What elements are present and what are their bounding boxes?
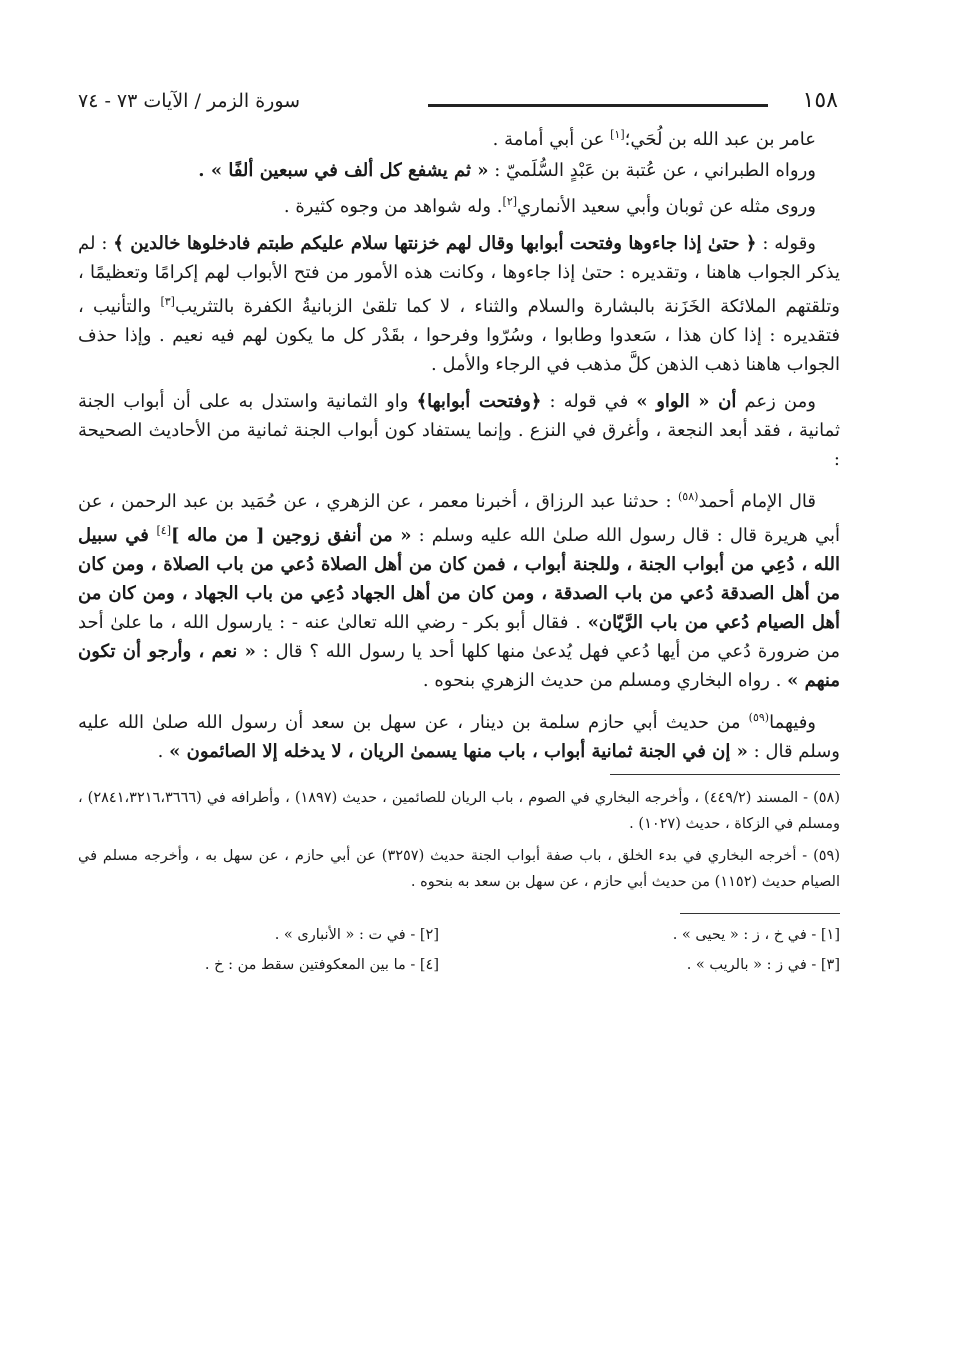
note-ref-2: [٢] [502,195,518,208]
note-ref-1: [١] [610,128,625,141]
footnote-ref-59: (٥٩) [748,711,770,724]
page-header [78,82,840,120]
main-text [78,120,840,766]
book-page [78,82,840,1302]
p2-text: ورواه الطبراني ، عن عُتبة بن عَبْدٍ السُّلَميّ : [488,160,816,181]
footnote-59: (٥٩) - أخرجه البخاري في بدء الخلق ، باب صفة أبواب الجنة حديث (٣٢٥٧) عن أبي حازم ، عن سهل به ، وأخرجه مسلم في الصيام حديث (١١٥٢) من حديث أبي حازم ، عن سهل بن سعد به بنحوه . [78,848,840,890]
p5-waw: أن « الواو » [636,391,737,412]
p5-mid: في قوله : [541,391,637,412]
p7-hadith: « إن في الجنة ثمانية أبواب ، باب منها يسمىٰ الريان ، لا يدخله إلا الصائمون » [169,741,748,762]
editor-notes-rule [680,913,840,914]
p6-isnad: : حدثنا عبد الرزاق ، أخبرنا معمر ، عن الزهري ، عن حُمَيد بن عبد الرحمن ، عن أبي هريرة قال : قال رسول الله صلىٰ الله عليه وسلم : [78,491,840,546]
note-ref-3: [٣] [160,295,175,308]
footnote-58: (٥٨) - المسند (٤٤٩/٢) ، وأخرجه البخاري في الصوم ، باب الريان للصائمين ، حديث (١٨٩٧) ، وأطرافه في (٢٨٤١،٣٢١٦،٣٦٦٦) ، ومسلم في الزكاة ، حديث (١٠٢٧) . [78,790,840,832]
editor-note-1: [١] - في خ ، ز : « يحيى » . [672,927,840,943]
paragraph-4 [78,229,840,379]
p6-question: . فقال أبو بكر - رضي الله تعالىٰ عنه - : يارسول الله ، ما علىٰ أحد من ضرورة دُعي من أيها دُعي فهل يُدعىٰ منها كلها أحد يا رسول الله ؟ قال : [78,612,840,662]
paragraph-7 [78,703,840,766]
p3-text: وروى مثله عن ثوبان وأبي سعيد الأنماري [517,196,816,217]
p4-end: والتأنيب ، فتقديره : إذا كان هذا ، سَعدوا وطابوا ، وسُرّوا وفرحوا ، بقَدْر كل ما يكون لهم فيه نعيم . وإذا حذف الجواب هاهنا ذهب الذهن كلَّ مذهب في الرجاء والأمل . [78,296,840,375]
running-title: سورة الزمر / الآيات ٧٣ - ٧٤ [78,90,301,112]
p6-hadith: في سبيل الله ، دُعِي من أبواب الجنة ، وللجنة أبواب ، فمن كان من أهل الصلاة دُعي من باب الصلاة ، ومن كان من أهل الصدقة دُعي من باب الصدقة ، ومن كان من أهل الجهاد دُعِي من باب الجهاد ، ومن كان من أهل الصيام دُعي من باب الرَّيّان» [78,525,840,633]
editor-note-4: [٤] - ما بين المعكوفتين سقط من : خ . [204,957,439,973]
footnote-rule [610,774,840,775]
p4-verse: ﴿ حتىٰ إذا جاءوها وفتحت أبوابها وقال لهم خزنتها سلام عليكم طبتم فادخلوها خالدين ﴾ [113,233,757,254]
p6-intro: قال الإمام أحمد [698,491,817,512]
p7-end: . [157,741,170,762]
p4-text: : لم يذكر الجواب هاهنا ، وتقديره : حتىٰ إذا جاءوها ، وكانت هذه الأمور من فتح الأبواب لهم إكرامًا وتعظيمًا ، وتلقتهم الملائكة الخَزَنة بالبشارة والسلام والثناء ، لا كما تلقىٰ الزبانيةُ الكفرة بالتثريب [78,233,840,317]
p7-isnad: من حديث أبي حازم سلمة بن دينار ، عن سهل بن سعد أن رسول الله صلىٰ الله عليه وسلم قال : [78,712,840,762]
page-number: ١٥٨ [802,88,838,113]
editor-notes [78,922,840,978]
p7-intro: وفيهما [769,712,816,733]
p6-end: . رواه البخاري ومسلم من حديث الزهري بنحوه . [422,670,788,691]
p2-hadith: « ثم يشفع كل ألف في سبعين ألفًا » . [198,160,489,181]
p6-hadith-start: « من أنفق زوجين [ من ماله ] [170,525,412,546]
p6-answer: « نعم ، وأرجو أن تكون منهم » [78,641,840,691]
footnotes [78,785,840,895]
editor-note-2: [٢] - في ت : « الأنبارى » . [274,927,439,943]
p1-end: عن أبي أمامة . [492,129,611,150]
p5-verse: ﴿وفتحت أبوابها﴾ [416,391,542,412]
footnote-ref-58: (٥٨) [677,490,699,503]
p3-end: . وله شواهد من وجوه كثيرة . [283,196,503,217]
p5-intro: ومن زعم [736,391,816,412]
paragraph-3 [78,187,840,221]
paragraph-5 [78,387,840,474]
p5-text: واو الثمانية واستدل به على أن أبواب الجنة ثمانية ، فقد أبعد النجعة ، وأغرق في النزع . وإنما يستفاد كون أبواب الجنة ثمانية من الأحاديث الصحيحة : [78,391,840,470]
paragraph-2 [78,156,840,185]
editor-note-3: [٣] - في ز : « بالريب » . [686,957,840,973]
p4-intro: وقوله : [756,233,816,254]
paragraph-6 [78,482,840,695]
header-rule [428,104,768,107]
p1-text: عامر بن عبد الله بن لُحَي؛ [624,129,816,150]
paragraph-1 [78,120,840,154]
note-ref-4: [٤] [156,524,171,537]
